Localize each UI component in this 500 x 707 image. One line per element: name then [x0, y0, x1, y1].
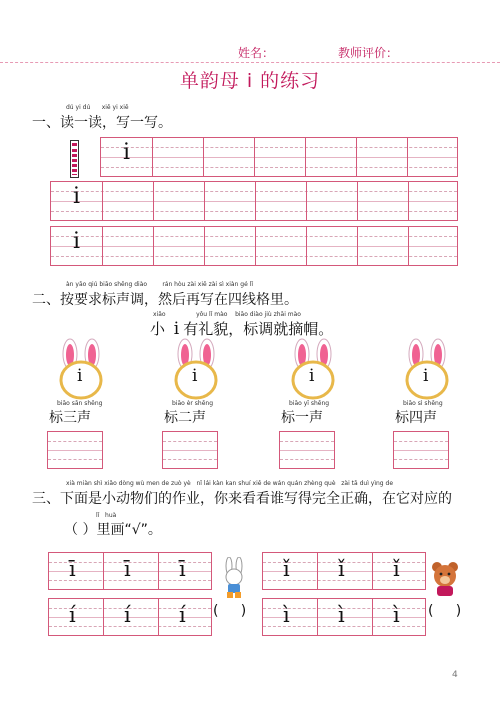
- answer-letter: ǐ: [283, 557, 290, 581]
- rhyme-xiao: 小: [150, 320, 166, 338]
- writing-grid-row-2[interactable]: [50, 181, 458, 221]
- section3-heading: 三、下面是小动物们的作业，你来看看谁写得完全正确，在它对应的: [32, 491, 452, 507]
- tone-writing-box[interactable]: [279, 431, 335, 469]
- example-letter-i: i: [73, 229, 81, 254]
- answer-letter: ì: [393, 603, 400, 627]
- rabbit-tone-label: 标四声: [395, 410, 437, 426]
- answer-letter: ǐ: [393, 557, 400, 581]
- rhyme-line: [150, 318, 333, 339]
- rabbit-label-pinyin: biāo sì shēng: [403, 400, 443, 407]
- rabbit-tone-label: 标三声: [49, 410, 91, 426]
- answer-letter: ī: [179, 557, 186, 581]
- rhyme-letter-i: i: [173, 319, 180, 339]
- bear-answer-paren[interactable]: ( ): [428, 603, 462, 619]
- answer-grid-group2-row2: [262, 598, 426, 636]
- teacher-eval-label: 教师评价：: [338, 46, 399, 60]
- writing-grid-row-3[interactable]: [50, 226, 458, 266]
- rabbit-label-pinyin: biāo yī shēng: [289, 400, 330, 407]
- rabbit-letter: i: [192, 366, 198, 386]
- section3-heading-2: （ ）里画“√”。: [64, 522, 162, 538]
- answer-letter: í: [124, 603, 131, 627]
- tone-writing-box[interactable]: [47, 431, 103, 469]
- rabbit-student-icon: [216, 557, 252, 601]
- rhyme-pinyin: xiǎo yǒu lǐ mào biāo diào jiù zhāi mào: [153, 311, 301, 318]
- answer-letter: í: [69, 603, 76, 627]
- rabbit-letter: i: [423, 366, 429, 386]
- header-divider: [0, 62, 500, 63]
- answer-grid-group1-row1: [48, 552, 212, 590]
- rabbit-label-pinyin: biāo èr shēng: [172, 400, 214, 407]
- rabbit-answer-paren[interactable]: ( ): [213, 603, 247, 619]
- rabbit-tone-label: 标二声: [164, 410, 206, 426]
- tone-writing-box[interactable]: [393, 431, 449, 469]
- section2-heading: 二、按要求标声调，然后再写在四线格里。: [32, 292, 298, 308]
- section1-pinyin: dú yi dú xiě yi xiě: [66, 104, 129, 111]
- rabbit-tone-label: 标一声: [281, 410, 323, 426]
- answer-grid-group1-row2: [48, 598, 212, 636]
- tone-writing-box[interactable]: [162, 431, 218, 469]
- example-letter-i: i: [73, 184, 81, 209]
- rabbit-letter: i: [77, 366, 83, 386]
- rabbit-label-pinyin: biāo sān shēng: [57, 400, 103, 407]
- rhyme-rest: 有礼貌，标调就摘帽。: [183, 320, 334, 338]
- answer-grid-group2-row1: [262, 552, 426, 590]
- example-letter-i: i: [123, 140, 131, 165]
- page-title: 单韵母 i 的练习: [179, 70, 321, 92]
- section1-heading: 一、读一读，写一写。: [32, 115, 172, 131]
- answer-letter: ī: [69, 557, 76, 581]
- page-number: 4: [452, 670, 458, 680]
- name-label: 姓名：: [238, 46, 275, 60]
- answer-letter: ǐ: [338, 557, 345, 581]
- section2-pinyin: àn yāo qiú biāo shēng diào rán hòu zài xiě zài sì xiàn gé lǐ: [66, 281, 254, 288]
- answer-letter: í: [179, 603, 186, 627]
- answer-letter: ī: [124, 557, 131, 581]
- i-stroke-illustration: [70, 140, 79, 178]
- section3-pinyin-2: lǐ huà: [96, 512, 117, 519]
- section3-pinyin: xià miàn shì xiǎo dòng wù men de zuò yè nǐ lái kàn kan shuí xiě de wán quán zhèng què zài tā duì yìng de: [66, 480, 394, 487]
- bear-student-icon: [428, 560, 462, 598]
- writing-grid-row-1[interactable]: [100, 137, 458, 177]
- answer-letter: ì: [338, 603, 345, 627]
- answer-letter: ì: [283, 603, 290, 627]
- rabbit-letter: i: [309, 366, 315, 386]
